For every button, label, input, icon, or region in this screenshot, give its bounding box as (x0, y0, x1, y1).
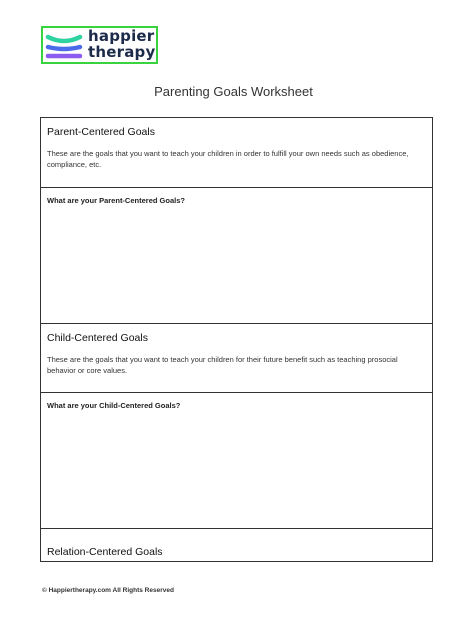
child-centered-answer-area[interactable] (41, 393, 432, 529)
worksheet-table (40, 117, 433, 562)
section-question: What are your Child-Centered Goals? (47, 401, 181, 410)
logo-line-2: therapy (88, 43, 156, 61)
child-centered-info (41, 324, 432, 393)
section-title: Child-Centered Goals (47, 332, 148, 344)
parent-centered-info (41, 118, 432, 188)
parent-centered-answer-area[interactable] (41, 188, 432, 324)
section-title: Parent-Centered Goals (47, 126, 155, 138)
happier-therapy-logo (41, 26, 158, 64)
section-description: These are the goals that you want to teach your children in order to fulfill your own needs such as obedience, compliance, etc. (47, 149, 409, 169)
logo-wave-icon (44, 31, 84, 61)
page-title: Parenting Goals Worksheet (154, 84, 313, 99)
copyright-footer: © Happiertherapy.com All Rights Reserved (42, 587, 174, 594)
logo-line-1: happier (88, 27, 155, 45)
section-question: What are your Parent-Centered Goals? (47, 196, 185, 205)
section-title: Relation-Centered Goals (47, 546, 163, 558)
logo-wordmark (88, 28, 155, 60)
section-description: These are the goals that you want to teach your children for their future benefit such as teaching prosocial behavior or core values. (47, 355, 398, 375)
relation-centered-info (41, 529, 432, 561)
